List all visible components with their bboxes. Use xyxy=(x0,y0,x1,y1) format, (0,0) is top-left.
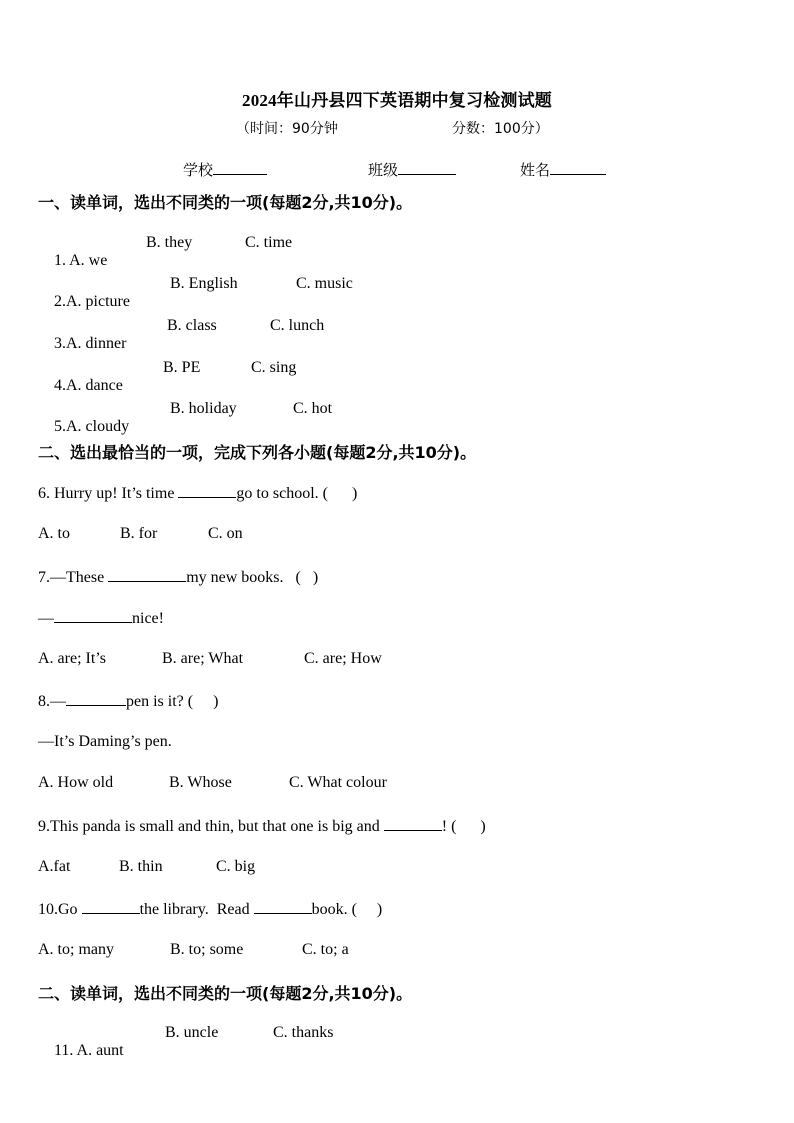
question-6-stem xyxy=(38,483,357,503)
q7-option-b: B. are; What xyxy=(162,650,244,667)
name-label: 姓名 xyxy=(520,161,551,179)
q8-option-b: B. Whose xyxy=(169,774,232,791)
q10-stem-start: 10.Go xyxy=(38,901,82,918)
q7-blank-2 xyxy=(54,608,132,623)
q9-blank xyxy=(384,816,442,831)
page-title: 2024年山丹县四下英语期中复习检测试题 xyxy=(242,91,552,110)
class-field xyxy=(368,159,456,180)
q1-option-a: 1. A. we xyxy=(54,252,108,269)
q11-option-b: B. uncle xyxy=(165,1024,219,1041)
q9-stem-end: ! ( ) xyxy=(441,818,486,835)
q4-option-b: B. PE xyxy=(163,359,201,376)
question-11 xyxy=(38,1024,124,1078)
q10-stem-middle: the library. Read xyxy=(139,901,254,918)
q8-option-a: A. How old xyxy=(38,774,114,791)
q3-option-a: 3.A. dinner xyxy=(54,335,127,352)
q6-option-a: A. to xyxy=(38,525,70,542)
q7-blank-1 xyxy=(108,567,186,582)
question-8-reply: —It’s Daming’s pen. xyxy=(38,733,172,750)
q5-option-c: C. hot xyxy=(293,400,333,417)
q7-reply-end: nice! xyxy=(132,610,164,627)
class-blank xyxy=(398,160,456,175)
q8-stem-start: 8.— xyxy=(38,693,66,710)
q10-blank-2 xyxy=(254,899,312,914)
q2-option-a: 2.A. picture xyxy=(54,293,130,310)
q6-stem-end: go to school. ( ) xyxy=(236,485,358,502)
q4-option-c: C. sing xyxy=(251,359,297,376)
section-heading-1: 一、读单词，选出不同类的一项(每题2分,共10分)。 xyxy=(38,193,413,212)
section-heading-3: 二、读单词，选出不同类的一项(每题2分,共10分)。 xyxy=(38,984,413,1003)
q10-stem-end: book. ( ) xyxy=(311,901,383,918)
q9-option-a: A.fat xyxy=(38,858,71,875)
q6-blank xyxy=(178,483,236,498)
q2-option-c: C. music xyxy=(296,275,353,292)
q7-stem-end: my new books. ( ) xyxy=(186,569,319,586)
section-heading-2: 二、选出最恰当的一项，完成下列各小题(每题2分,共10分)。 xyxy=(38,443,477,462)
q9-stem-start: 9.This panda is small and thin, but that one is big and xyxy=(38,818,384,835)
q10-option-b: B. to; some xyxy=(170,941,244,958)
question-7-stem xyxy=(38,567,318,587)
q8-stem-end: pen is it? ( ) xyxy=(126,693,219,710)
q1-option-b: B. they xyxy=(146,234,193,251)
q7-stem-start: 7.—These xyxy=(38,569,109,586)
q6-stem-start: 6. Hurry up! It’s time xyxy=(38,485,179,502)
question-7-reply xyxy=(38,608,164,628)
school-label: 学校 xyxy=(183,161,214,179)
question-9-stem xyxy=(38,816,486,836)
q8-option-c: C. What colour xyxy=(289,774,387,791)
q11-option-a: 11. A. aunt xyxy=(54,1042,124,1059)
name-blank xyxy=(550,160,606,175)
q7-option-a: A. are; It’s xyxy=(38,650,106,667)
class-label: 班级 xyxy=(368,161,399,179)
q11-option-c: C. thanks xyxy=(273,1024,334,1041)
q7-option-c: C. are; How xyxy=(304,650,382,667)
q9-option-c: C. big xyxy=(216,858,256,875)
name-field xyxy=(520,159,606,180)
q8-blank xyxy=(66,691,126,706)
q6-option-b: B. for xyxy=(120,525,158,542)
question-10-stem xyxy=(38,899,382,919)
exam-time: （时间：90分钟 xyxy=(236,121,338,137)
q5-option-b: B. holiday xyxy=(170,400,237,417)
q5-option-a: 5.A. cloudy xyxy=(54,418,130,435)
school-field xyxy=(183,159,267,180)
q3-option-b: B. class xyxy=(167,317,217,334)
q7-reply-dash: — xyxy=(38,610,54,627)
q10-option-a: A. to; many xyxy=(38,941,114,958)
q6-option-c: C. on xyxy=(208,525,243,542)
exam-score: 分数：100分） xyxy=(452,121,549,137)
question-8-stem xyxy=(38,691,218,711)
school-blank xyxy=(213,160,267,175)
q4-option-a: 4.A. dance xyxy=(54,377,123,394)
q9-option-b: B. thin xyxy=(119,858,163,875)
q2-option-b: B. English xyxy=(170,275,238,292)
q10-blank-1 xyxy=(82,899,140,914)
q10-option-c: C. to; a xyxy=(302,941,349,958)
q3-option-c: C. lunch xyxy=(270,317,325,334)
q1-option-c: C. time xyxy=(245,234,293,251)
